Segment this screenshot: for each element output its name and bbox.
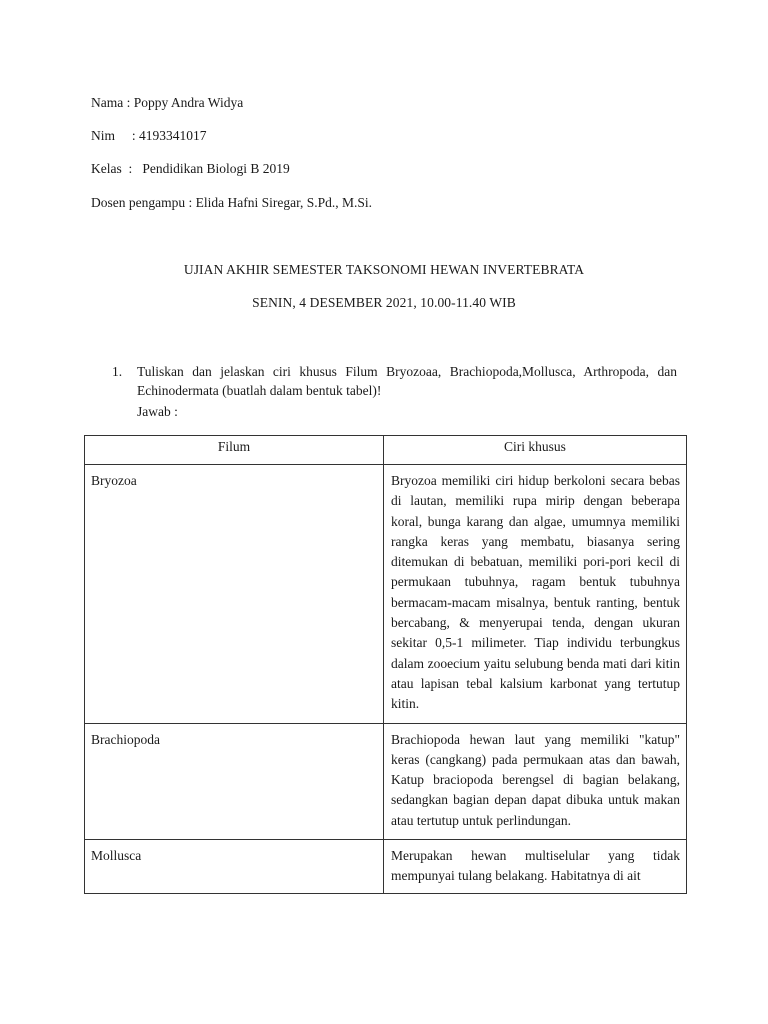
student-nim: Nim : 4193341017 [91, 128, 207, 143]
lecturer: Dosen pengampu : Elida Hafni Siregar, S.Pd., M.Si. [91, 195, 373, 210]
table-row [85, 723, 687, 839]
header-ciri: Ciri khusus [384, 436, 687, 465]
exam-title: UJIAN AKHIR SEMESTER TAKSONOMI HEWAN INVERTEBRATA [183, 262, 585, 277]
cell-filum: Mollusca [85, 840, 384, 894]
phylum-table [84, 435, 687, 894]
table-header-row [85, 436, 687, 465]
cell-filum: Brachiopoda [85, 723, 384, 839]
cell-ciri: Merupakan hewan multiselular yang tidak mempunyai tulang belakang. Habitatnya di ait [384, 840, 687, 894]
question-text: Tuliskan dan jelaskan ciri khusus Filum Bryozoaa, Brachiopoda,Mollusca, Arthropoda, dan Echinodermata (buatlah dalam bentuk tabel)! [137, 364, 677, 398]
exam-date: SENIN, 4 DESEMBER 2021, 10.00-11.40 WIB [252, 295, 516, 310]
table-row [85, 465, 687, 724]
header-filum: Filum [85, 436, 384, 465]
student-name: Nama : Poppy Andra Widya [91, 95, 244, 110]
cell-ciri: Brachiopoda hewan laut yang memiliki "katup" keras (cangkang) pada permukaan atas dan bawah, Katup braciopoda berengsel di bagian belakang, sedangkan bagian depan dapat dibuka untuk makan atau tertutup untuk perlindungan. [384, 723, 687, 839]
table-row [85, 840, 687, 894]
cell-filum: Bryozoa [85, 465, 384, 724]
answer-label: Jawab : [137, 404, 178, 419]
cell-ciri: Bryozoa memiliki ciri hidup berkoloni secara bebas di lautan, memiliki rupa mirip dengan beberapa koral, bunga karang dan algae, umumnya memiliki rangka keras yang membatu, biasanya sering ditemukan di bebatuan, memiliki pori-pori kecil di permukaan tubuhnya, ragam bentuk tubuhnya bermacam-macam misalnya, bentuk ranting, bentuk bercabang, & menyerupai tenda, dengan ukuran sekitar 0,5-1 milimeter. Tiap individu terbungkus dalam zooecium yaitu selubung benda mati dari kitin atau lapisan tebal kalsium karbonat yang tertutup kitin. [384, 465, 687, 724]
student-class: Kelas : Pendidikan Biologi B 2019 [91, 161, 290, 176]
question-number: 1. [112, 364, 123, 379]
